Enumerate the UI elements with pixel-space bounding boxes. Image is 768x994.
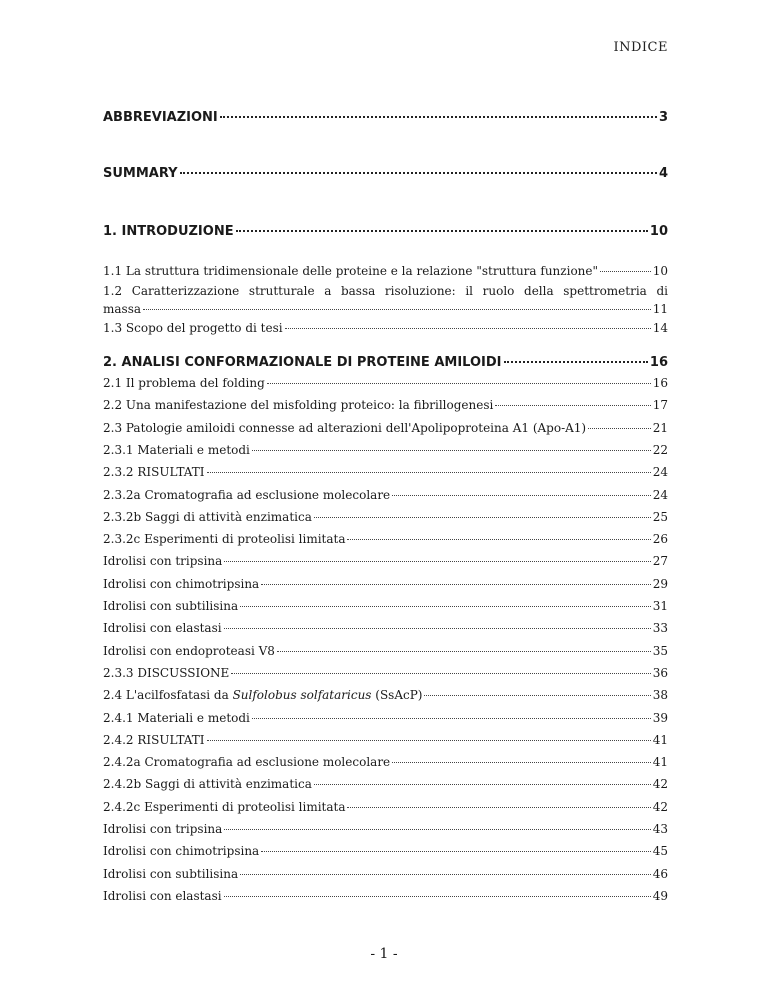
toc-entry-page: 41: [652, 732, 668, 747]
toc-entry[interactable]: [103, 420, 668, 436]
leader-dots: [240, 873, 651, 875]
toc-entry-title: 1.3 Scopo del progetto di tesi: [103, 321, 283, 335]
leader-dots: [231, 672, 650, 674]
leader-dots: [504, 360, 648, 363]
toc-entry-page: 22: [652, 442, 668, 457]
toc-entry-page: 42: [652, 799, 668, 814]
toc-entry-page: 25: [652, 509, 668, 524]
leader-dots: [252, 717, 651, 719]
toc-entry-page: 49: [652, 888, 668, 903]
toc-entry[interactable]: [103, 509, 668, 525]
toc-entry-title: 2.3.2a Cromatografia ad esclusione molecolare: [103, 487, 391, 502]
toc-entry[interactable]: [103, 799, 668, 815]
leader-dots: [277, 650, 651, 652]
leader-dots: [314, 783, 651, 785]
toc-entry-page: 24: [652, 487, 668, 502]
toc-entry-page: 39: [652, 710, 668, 725]
toc-entry-title: 1.1 La struttura tridimensionale delle proteine e la relazione "struttura funzione": [103, 264, 599, 278]
leader-dots: [347, 538, 650, 540]
toc-entry-title: Idrolisi con elastasi: [103, 621, 222, 636]
toc-entry-page: 21: [652, 420, 668, 435]
leader-dots: [143, 308, 651, 310]
toc-entry-page: 35: [652, 643, 668, 658]
leader-dots: [285, 327, 651, 329]
toc-entry-title: 2.3.3 DISCUSSIONE: [103, 665, 230, 680]
toc-entry[interactable]: [103, 732, 668, 748]
toc-entry[interactable]: [103, 320, 668, 336]
toc-entry-title: 2.2 Una manifestazione del misfolding proteico: la fibrillogenesi: [103, 398, 494, 413]
leader-dots: [392, 494, 651, 496]
leader-dots: [180, 171, 657, 174]
toc-entry-abbreviazioni[interactable]: [103, 110, 668, 126]
toc-entry-title: 2. ANALISI CONFORMAZIONALE DI PROTEINE AMILOIDI: [103, 355, 502, 370]
toc-entry[interactable]: [103, 442, 668, 458]
toc-entry-title: 2.3.2 RISULTATI: [103, 465, 205, 480]
leader-dots: [224, 560, 650, 562]
toc-entry[interactable]: [103, 776, 668, 792]
toc-entry-title: Idrolisi con elastasi: [103, 888, 222, 903]
toc-entry-page: 4: [658, 166, 668, 181]
toc-entry-title: 2.3.2b Saggi di attività enzimatica: [103, 509, 312, 524]
toc-entry[interactable]: [103, 397, 668, 413]
toc-entry[interactable]: [103, 643, 668, 659]
toc-entry-title: 2.4.2c Esperimenti di proteolisi limitata: [103, 799, 346, 814]
toc-entry-page: 26: [652, 532, 668, 547]
toc-entry-title: Idrolisi con subtilisina: [103, 599, 239, 613]
toc-entry-page: 36: [652, 665, 668, 680]
toc-entry[interactable]: [103, 710, 668, 726]
toc-entry-wrapped-line[interactable]: 1.2 Caratterizzazione strutturale a bassa risoluzione: il ruolo della spettrometria di: [103, 284, 668, 298]
toc-entry-title: Idrolisi con subtilisina: [103, 866, 239, 881]
toc-entry-title: Idrolisi con chimotripsina: [103, 576, 260, 591]
toc-entry-title: massa: [103, 302, 142, 316]
toc-entry[interactable]: [103, 665, 668, 681]
leader-dots: [261, 583, 651, 585]
toc-entry-page: 11: [652, 302, 668, 316]
toc-entry[interactable]: [103, 843, 668, 859]
toc-entry-page: 45: [652, 844, 668, 859]
toc-entry-page: 16: [649, 355, 668, 370]
toc-entry-title: 2.3 Patologie amiloidi connesse ad alterazioni dell'Apolipoproteina A1 (Apo-A1): [103, 420, 587, 435]
toc-entry-analisi[interactable]: [103, 355, 668, 371]
toc-entry-title: 2.4.2a Cromatografia ad esclusione molecolare: [103, 755, 391, 770]
toc-entry-page: 46: [652, 866, 668, 881]
toc-entry[interactable]: [103, 464, 668, 480]
toc-entry-title: 2.4.2b Saggi di attività enzimatica: [103, 777, 312, 792]
toc-entry-title: Idrolisi con chimotripsina: [103, 844, 260, 859]
toc-entry-page: 17: [652, 398, 668, 413]
leader-dots: [224, 828, 650, 830]
toc-entry-page: 42: [652, 777, 668, 792]
toc-entry[interactable]: [103, 620, 668, 636]
page-number: - 1 -: [370, 946, 398, 962]
toc-entry[interactable]: [103, 888, 668, 904]
toc-entry-title: 1. INTRODUZIONE: [103, 224, 234, 239]
toc-entry-title: 2.3.1 Materiali e metodi: [103, 442, 250, 457]
toc-entry-title: 2.4.2 RISULTATI: [103, 732, 205, 747]
leader-dots: [588, 427, 651, 429]
toc-entry-title: Idrolisi con tripsina: [103, 554, 223, 569]
leader-dots: [314, 516, 651, 518]
toc-entry[interactable]: [103, 487, 668, 503]
toc-entry[interactable]: [103, 754, 668, 770]
toc-entry-page: 27: [652, 554, 668, 569]
toc-entry-title: ABBREVIAZIONI: [103, 110, 218, 125]
toc-entry-page: 33: [652, 621, 668, 636]
toc-entry[interactable]: [103, 263, 668, 279]
leader-dots: [220, 115, 657, 118]
toc-entry-page: 43: [652, 822, 668, 836]
toc-entry[interactable]: [103, 531, 668, 547]
leader-dots: [224, 895, 651, 897]
toc-entry-title: SUMMARY: [103, 166, 178, 181]
toc-entry-page: 31: [652, 599, 668, 613]
toc-entry[interactable]: [103, 301, 668, 317]
leader-dots: [207, 739, 651, 741]
leader-dots: [236, 229, 648, 232]
leader-dots: [347, 806, 650, 808]
toc-entry[interactable]: [103, 576, 668, 592]
toc-entry-title: 2.4.1 Materiali e metodi: [103, 710, 250, 725]
leader-dots: [224, 627, 651, 629]
toc-entry[interactable]: [103, 821, 668, 837]
leader-dots: [240, 605, 651, 607]
toc-entry-page: 41: [652, 755, 668, 770]
toc-entry-title: Idrolisi con tripsina: [103, 822, 223, 836]
toc-entry-page: 29: [652, 576, 668, 591]
toc-entry-introduzione[interactable]: [103, 224, 668, 240]
toc-entry-title: 2.3.2c Esperimenti di proteolisi limitata: [103, 532, 346, 547]
leader-dots: [495, 404, 650, 406]
toc-entry-page: 10: [649, 224, 668, 239]
leader-dots: [252, 449, 651, 451]
toc-entry-title: Idrolisi con endoproteasi V8: [103, 643, 275, 658]
toc-entry-page: 24: [652, 465, 668, 480]
leader-dots: [600, 270, 651, 272]
leader-dots: [424, 694, 650, 696]
toc-entry[interactable]: [103, 866, 668, 882]
toc-entry-page: 14: [652, 321, 668, 335]
leader-dots: [207, 471, 651, 473]
toc-entry-title: 2.1 Il problema del folding: [103, 376, 265, 390]
leader-dots: [392, 761, 651, 763]
toc-entry-page: 10: [652, 264, 668, 278]
toc-entry[interactable]: [103, 375, 668, 391]
toc-entry-page: 38: [652, 688, 668, 703]
toc-entry-title: 2.4 L'acilfosfatasi da Sulfolobus solfataricus (SsAcP): [103, 688, 423, 703]
toc-entry-page: 16: [652, 376, 668, 390]
toc-entry[interactable]: [103, 553, 668, 569]
leader-dots: [267, 382, 651, 384]
toc-entry[interactable]: [103, 598, 668, 614]
toc-entry[interactable]: [103, 687, 668, 703]
page-header: INDICE: [613, 40, 668, 55]
toc-entry-summary[interactable]: [103, 166, 668, 182]
toc-entry-page: 3: [658, 110, 668, 125]
leader-dots: [261, 850, 651, 852]
